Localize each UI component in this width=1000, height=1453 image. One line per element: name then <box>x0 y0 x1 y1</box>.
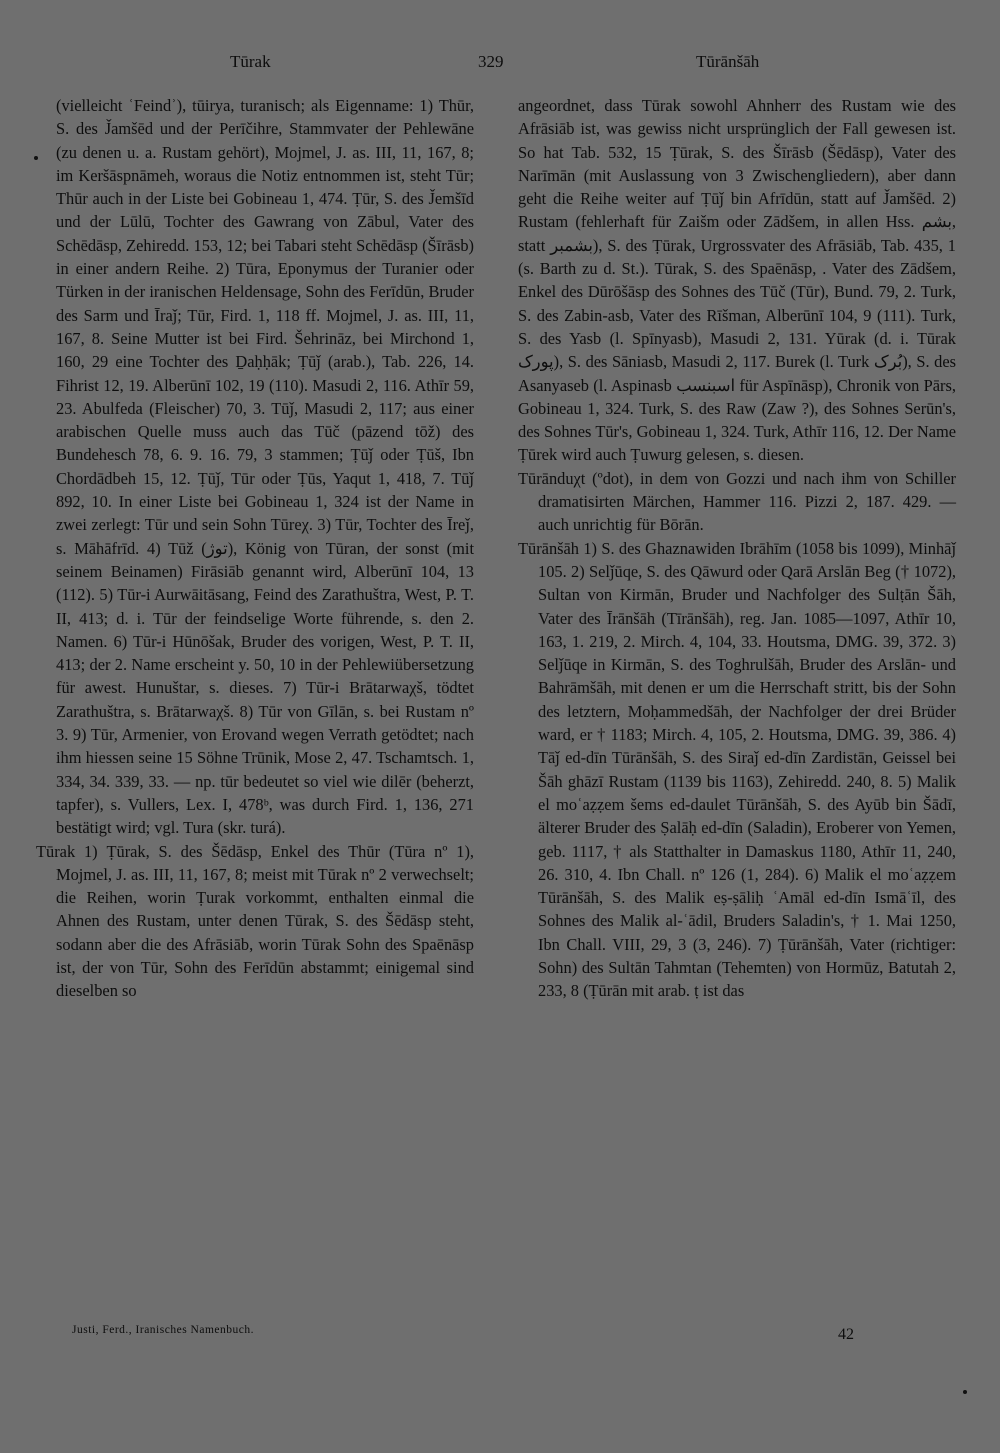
margin-speck <box>963 1390 967 1394</box>
page-number: 329 <box>478 52 504 71</box>
entry-turak-continued: angeordnet, dass Tūrak sowohl Ahnherr des Rustam wie des Afrāsiāb ist, was gewiss nicht ursprünglich der Fall gewesen ist. So hat Tab. 532, 15 Ṭūrak, S. des Šīrāsb (Šēdāsp), Vater des Narīmān (mit Auslassung von 3 Zwischengliedern), aber dann geht die Reihe weiter auf Ṭūǰ bin Afrīdūn, statt auf J̌amšēd. 2) Rustam (fehlerhaft für Zaišm oder Zādšem, in allen Hss. بشم, statt بشمبر), S. des Ṭūrak, Urgrossvater des Afrāsiāb, Tab. 435, 1 (s. Barth zu d. St.). Tūrak, S. des Spaēnāsp, . Vater des Zādšem, Enkel des Dūrōšāsp des Sohnes des Tūč (Tūr), Bund. 79, 2. Turk, S. des Zabin-asb, Vater des Rīšman, Alberūnī 104, 9 (111). Turk, S. des Yasb (l. Spīnyasb), Masudi 2, 131. Yūrak (d. i. Tūrak پورک), S. des Sāniasb, Masudi 2, 117. Burek (l. Turk بُرک), S. des Asanyaseb (l. Aspinasb اسبنسب für Aspīnāsp), Chronik von Pārs, Gobineau 1, 324. Turk, S. des Raw (Zaw ?), des Sohnes Serūn's, des Sohnes Tūr's, Gobineau 1, 324. Turk, Athīr 116, 12. Der Name Ṭūrek wird auch Ṭuwurg gelesen, s. diesen. <box>518 96 956 465</box>
left-column <box>36 94 474 1003</box>
imprint-line: Justi, Ferd., Iranisches Namenbuch. <box>72 1324 254 1336</box>
entry-turansah: Tūrānšāh 1) S. des Ghaznawiden Ibrāhīm (1058 bis 1099), Minhāǰ 105. 2) Selǰūqe, S. des Qāwurd oder Qarā Arslān Beg († 1072), Sultan von Kirmān, Bruder und Nachfolger des Sulṭān Šāh, Vater des Īrānšāh (Tīrānšāh), reg. Jan. 1085—1097, Athīr 10, 163, 1. 219, 2. Mirch. 4, 104, 33. Houtsma, DMG. 39, 372. 3) Selǰūqe in Kirmān, S. des Toghrulšāh, Bruder des Arslān- und Bahrāmšāh, mit denen er um die Herrschaft stritt, bis der Sohn des letztern, Moḥammedšāh, der Nachfolger der drei Brüder ward, er † 1183; Mirch. 4, 105, 2. Houtsma, DMG. 39, 386. 4) Tāǰ ed-dīn Tūrānšāh, S. des Siraǰ ed-dīn Zardistān, Geissel bei Šāh ghāzī Rustam (1139 bis 1163), Zehiredd. 240, 8. 5) Malik el moʿaẓẓem šems ed-daulet Tūrānšāh, S. des Ayūb bin Šādī, älterer Bruder des Ṣalāḥ ed-dīn (Saladin), Eroberer von Yemen, geb. 1117, † als Statthalter in Damaskus 1180, Athīr 11, 240, 26. 310, 4. Ibn Chall. nº 126 (1, 284). 6) Malik el moʿaẓẓem Tūrānšāh, S. des Malik eṣ-ṣāliḥ ʿAmāl ed-dīn Ismāʿīl, des Sohnes des Malik al-ʿādil, Bruders Saladin's, † 1. Mai 1250, Ibn Chall. VIII, 29, 3 (3, 246). 7) Ṭūrānšāh, Vater (richtiger: Sohn) des Sultān Tahmtan (Tehemten) von Hormūz, Batutah 2, 233, 8 (Ṭūrān mit arab. ṭ ist das <box>518 538 956 1001</box>
entry-turak: Tūrak 1) Ṭūrak, S. des Šēdāsp, Enkel des Thūr (Tūra nº 1), Mojmel, J. as. III, 11, 167, 8; meist mit Tūrak nº 2 verwechselt; die Reihen, worin Ṭurak vorkommt, enthalten einmal die Ahnen des Rustam, unter denen Tūrak, S. des Šēdāsp steht, sodann aber die des Afrāsiāb, worin Tūrak Sohn des Spaēnāsp ist, der von Tūr, Sohn des Ferīdūn abstammt; einigemal sind dieselben so <box>36 841 474 1001</box>
entry-turanduxt: Tūrānduχt (ºdot), in dem von Gozzi und nach ihm von Schiller dramatisirten Märchen, Hammer 116. Pizzi 2, 187. 429. — auch unrichtig für Bōrān. <box>518 468 956 535</box>
sheet-signature: 42 <box>838 1326 854 1343</box>
header-right-entry: Tūrānšāh <box>696 52 760 71</box>
header-left-entry: Tūrak <box>230 52 271 71</box>
running-header <box>0 52 1000 76</box>
right-column <box>518 94 956 1003</box>
margin-speck <box>34 156 38 160</box>
entry-tur-continued: (vielleicht ʿFeindʾ), tūirya, turanisch; als Eigenname: 1) Thūr, S. des J̌amšēd und der Perīčihre, Stammvater der Pehlewāne (zu denen u. a. Rustam gehört), Mojmel, J. as. III, 11, 167, 8; im Keršāspnāmeh, woraus die Notiz entnommen ist, steht Tūr; Thūr auch in der Liste bei Gobineau 1, 474. Ṭūr, S. des J̌emšīd und der Lūlū, Tochter des Gawrang von Zābul, Vater des Schēdāsp, Zehiredd. 153, 12; bei Tabari steht Schēdāsp (Šīrāsb) in einer andern Reihe. 2) Tūra, Eponymus der Turanier oder Türken in der iranischen Heldensage, Sohn des Ferīdūn, Bruder des Sarm und Īraǰ; Tūr, Fird. 1, 118 ff. Mojmel, J. as. III, 11, 167, 8. Seine Mutter ist bei Fird. Šehrināz, bei Mirchond 1, 160, 29 eine Tochter des Ḏaḥḥāk; Ṭūǰ (arab.), Tab. 226, 14. Fihrist 12, 19. Alberūnī 102, 19 (110). Masudi 2, 116. Athīr 59, 23. Abulfeda (Fleischer) 70, 3. Tūǰ, Masudi 2, 117; aus einer arabischen Quelle muss auch das Tūč (pāzend tōž) des Bundehesch 78, 6. 9. 16. 79, 3 stammen; Ṭūǰ oder Ṭūš, Ibn Chordādbeh 15, 12. Ṭūǰ, Tūr oder Ṭūs, Yaqut 1, 418, 7. Tūǰ 892, 10. In einer Liste bei Gobineau 1, 324 ist der Name in zwei zerlegt: Tūr und sein Sohn Tūreχ. 3) Tūr, Tochter des Īreǰ, s. Māhāfrīd. 4) Tūž (توژ), König von Tūran, der sonst (mit seinem Beinamen) Firāsiāb genannt wird, Alberūnī 104, 13 (112). 5) Tūr-i Aurwāitāsang, Feind des Zarathuštra, West, P. T. II, 413; d. i. Tūr der feindselige Worte führende, s. den 2. Namen. 6) Tūr-i Hūnōšak, Bruder des vorigen, West, P. T. II, 413; der 2. Name erscheint y. 50, 10 in der Pehlewiübersetzung für awest. Hunuštar, s. dieses. 7) Tūr-i Brātarwaχš, tödtet Zarathuštra, s. Brātarwaχš. 8) Tūr von Gīlān, s. bei Rustam nº 3. 9) Tūr, Armenier, von Erovand wegen Verrath getödtet; nach ihm hiessen seine 15 Söhne Trūnik, Mose 2, 47. Tschamtsch. 1, 334, 34. 339, 33. — np. tūr bedeutet so viel wie dilēr (beherzt, tapfer), s. Vullers, Lex. I, 478ᵇ, was durch Fird. 1, 136, 271 bestätigt wird; vgl. Tura (skr. turá). <box>56 96 474 838</box>
